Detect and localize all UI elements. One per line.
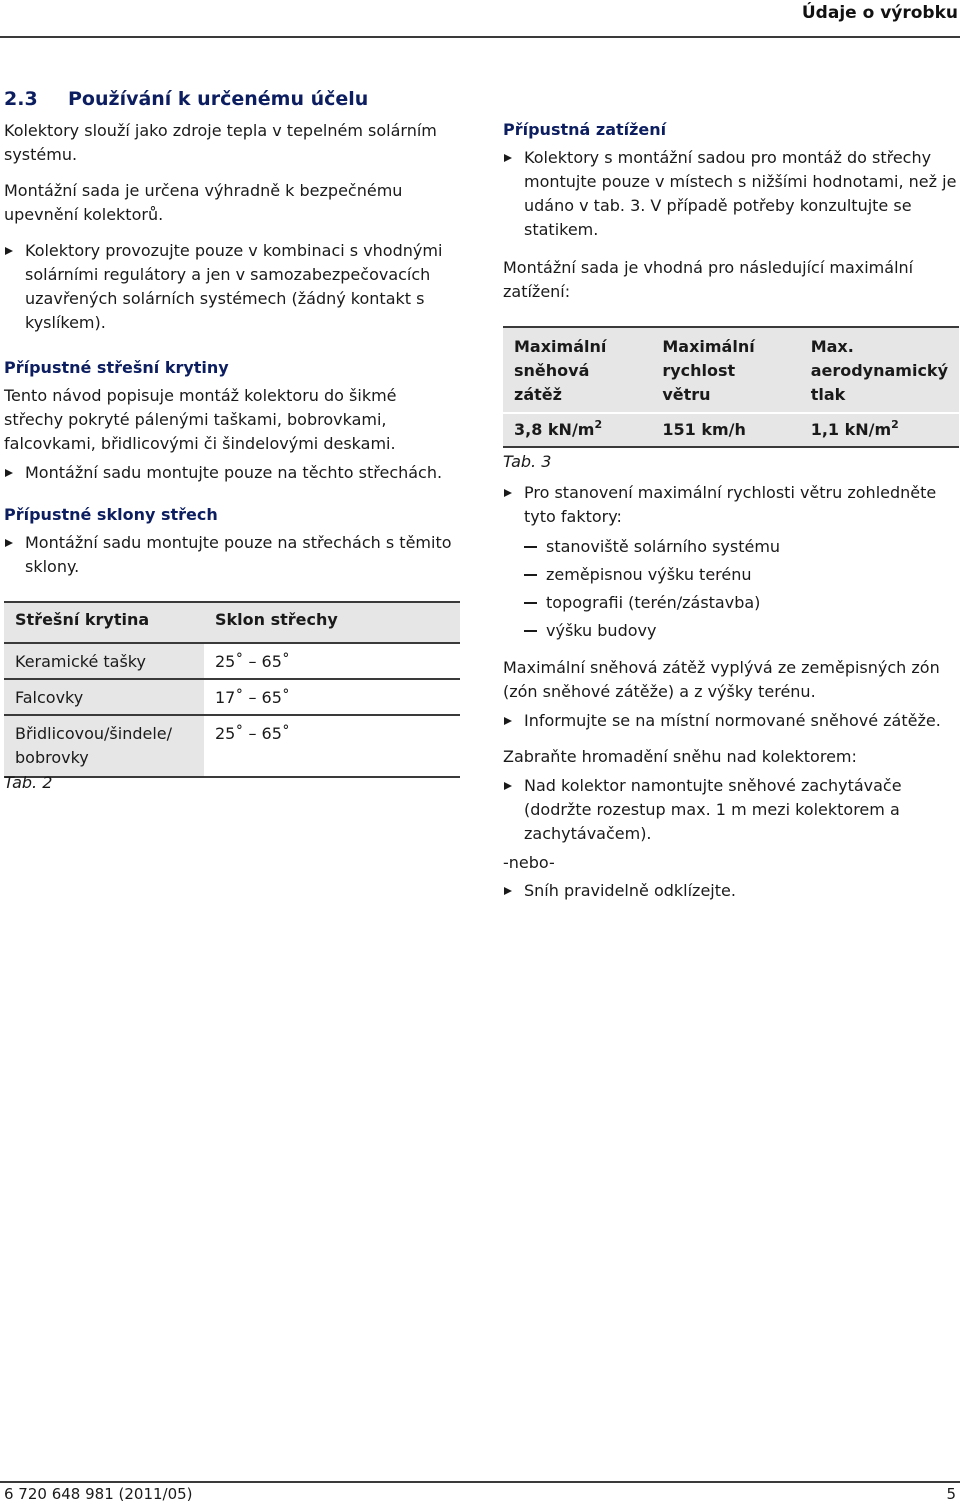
table-caption: Tab. 2 — [4, 773, 53, 792]
document-number: 6 720 648 981 (2011/05) — [4, 1485, 193, 1503]
bullet-item — [503, 879, 960, 903]
table-row — [503, 413, 959, 447]
dash-text: zeměpisnou výšku terénu — [546, 565, 752, 584]
dash-text: stanoviště solárního systému — [546, 537, 781, 556]
bullet-item — [4, 461, 481, 485]
roof-slope-table — [4, 601, 460, 778]
bullet-item — [503, 774, 944, 846]
dash-icon — [524, 602, 537, 604]
table-caption: Tab. 3 — [503, 452, 552, 471]
table-cell: Břidlicovou/šindele/ bobrovky — [4, 715, 204, 777]
table-header-cell: Max. aerodynamický tlak — [800, 327, 959, 413]
table-cell-snow: 3,8 $kN/m^2$ — [503, 413, 651, 447]
table-cell: Falcovky — [4, 679, 204, 715]
table-header-cell: Střešní krytina — [4, 602, 204, 643]
paragraph: Maximální sněhová zátěž vyplývá ze zeměpisných zón (zón sněhové zátěže) a z výšky terénu. — [503, 658, 940, 701]
table-header-cell: Sklon střechy — [204, 602, 460, 643]
table-header-cell: Maximální rychlost větru — [651, 327, 799, 413]
dash-text: výšku budovy — [546, 621, 657, 640]
header-rule — [0, 36, 960, 38]
section-number: 2.3 — [4, 88, 38, 110]
table-row — [4, 643, 460, 679]
bullet-item — [503, 481, 960, 529]
table-row — [4, 679, 460, 715]
bullet-item — [4, 239, 460, 335]
table-header-row — [503, 327, 959, 413]
subheading: Přípustné sklony střech — [4, 505, 218, 524]
subheading: Přípustná zatížení — [503, 120, 667, 139]
bullet-arrow-icon — [5, 469, 13, 477]
table-cell: 25˚ – 65˚ — [204, 643, 460, 679]
bullet-text: Informujte se na místní normované sněhové zátěže. — [524, 711, 941, 730]
dash-item — [503, 591, 959, 615]
bullet-item — [503, 146, 960, 242]
dash-icon — [524, 546, 537, 548]
table-cell: 17˚ – 65˚ — [204, 679, 460, 715]
bullet-text: Nad kolektor namontujte sněhové zachytávače (dodržte rozestup max. 1 m mezi kolektorem a zachytávačem). — [524, 776, 902, 843]
bullet-text: Montážní sadu montujte pouze na těchto střechách. — [25, 463, 443, 482]
page-number: 5 — [946, 1485, 956, 1503]
table-header-row — [4, 602, 460, 643]
bullet-arrow-icon — [5, 539, 13, 547]
table-cell-wind: 151 km/h — [651, 413, 799, 447]
bullet-item — [503, 709, 960, 733]
bullet-text: Sníh pravidelně odklízejte. — [524, 881, 736, 900]
dash-item — [503, 619, 959, 643]
table-row — [4, 715, 460, 777]
paragraph: Montážní sada je vhodná pro následující maximální zatížení: — [503, 258, 914, 301]
table-cell: 25˚ – 65˚ — [204, 715, 460, 777]
table-header-cell: Maximální sněhová zátěž — [503, 327, 651, 413]
bullet-arrow-icon — [504, 887, 512, 895]
bullet-arrow-icon — [504, 717, 512, 725]
bullet-text: Kolektory provozujte pouze v kombinaci s vhodnými solárními regulátory a jen v samozabezpečovacích uzavřených solárních systémech (žádný kontakt s kyslíkem). — [25, 241, 443, 332]
section-title — [4, 86, 368, 112]
dash-text: topografii (terén/zástavba) — [546, 593, 761, 612]
max-load-table — [503, 326, 959, 448]
bullet-text: Pro stanovení maximální rychlosti větru zohledněte tyto faktory: — [524, 483, 937, 526]
dash-icon — [524, 630, 537, 632]
alternative-separator: -nebo- — [503, 853, 555, 872]
paragraph: Tento návod popisuje montáž kolektoru do šikmé střechy pokryté pálenými taškami, bobrovkami, falcovkami, břidlicovými či šindelovými deskami. — [4, 386, 397, 453]
bullet-text: Kolektory s montážní sadou pro montáž do střechy montujte pouze v místech s nižšími hodnotami, než je udáno v tab. 3. V případě potřeby konzultujte se statikem. — [524, 148, 957, 239]
dash-item — [503, 535, 959, 559]
subheading: Přípustné střešní krytiny — [4, 358, 229, 377]
bullet-text: Montážní sadu montujte pouze na střechách s těmito sklony. — [25, 533, 452, 576]
paragraph: Kolektory slouží jako zdroje tepla v tepelném solárním systému. — [4, 121, 437, 164]
table-cell-pressure: 1,1 $kN/m^2$ — [800, 413, 959, 447]
section-title-text: Používání k určenému účelu — [68, 88, 369, 110]
dash-item — [503, 563, 959, 587]
bullet-arrow-icon — [504, 154, 512, 162]
bullet-item — [4, 531, 465, 579]
header-title: Údaje o výrobku — [801, 3, 958, 23]
bullet-arrow-icon — [504, 782, 512, 790]
dash-icon — [524, 574, 537, 576]
footer-rule — [0, 1481, 960, 1483]
paragraph: Montážní sada je určena výhradně k bezpečnému upevnění kolektorů. — [4, 181, 403, 224]
table-cell: Keramické tašky — [4, 643, 204, 679]
bullet-arrow-icon — [5, 247, 13, 255]
bullet-arrow-icon — [504, 489, 512, 497]
paragraph: Zabraňte hromadění sněhu nad kolektorem: — [503, 747, 857, 766]
